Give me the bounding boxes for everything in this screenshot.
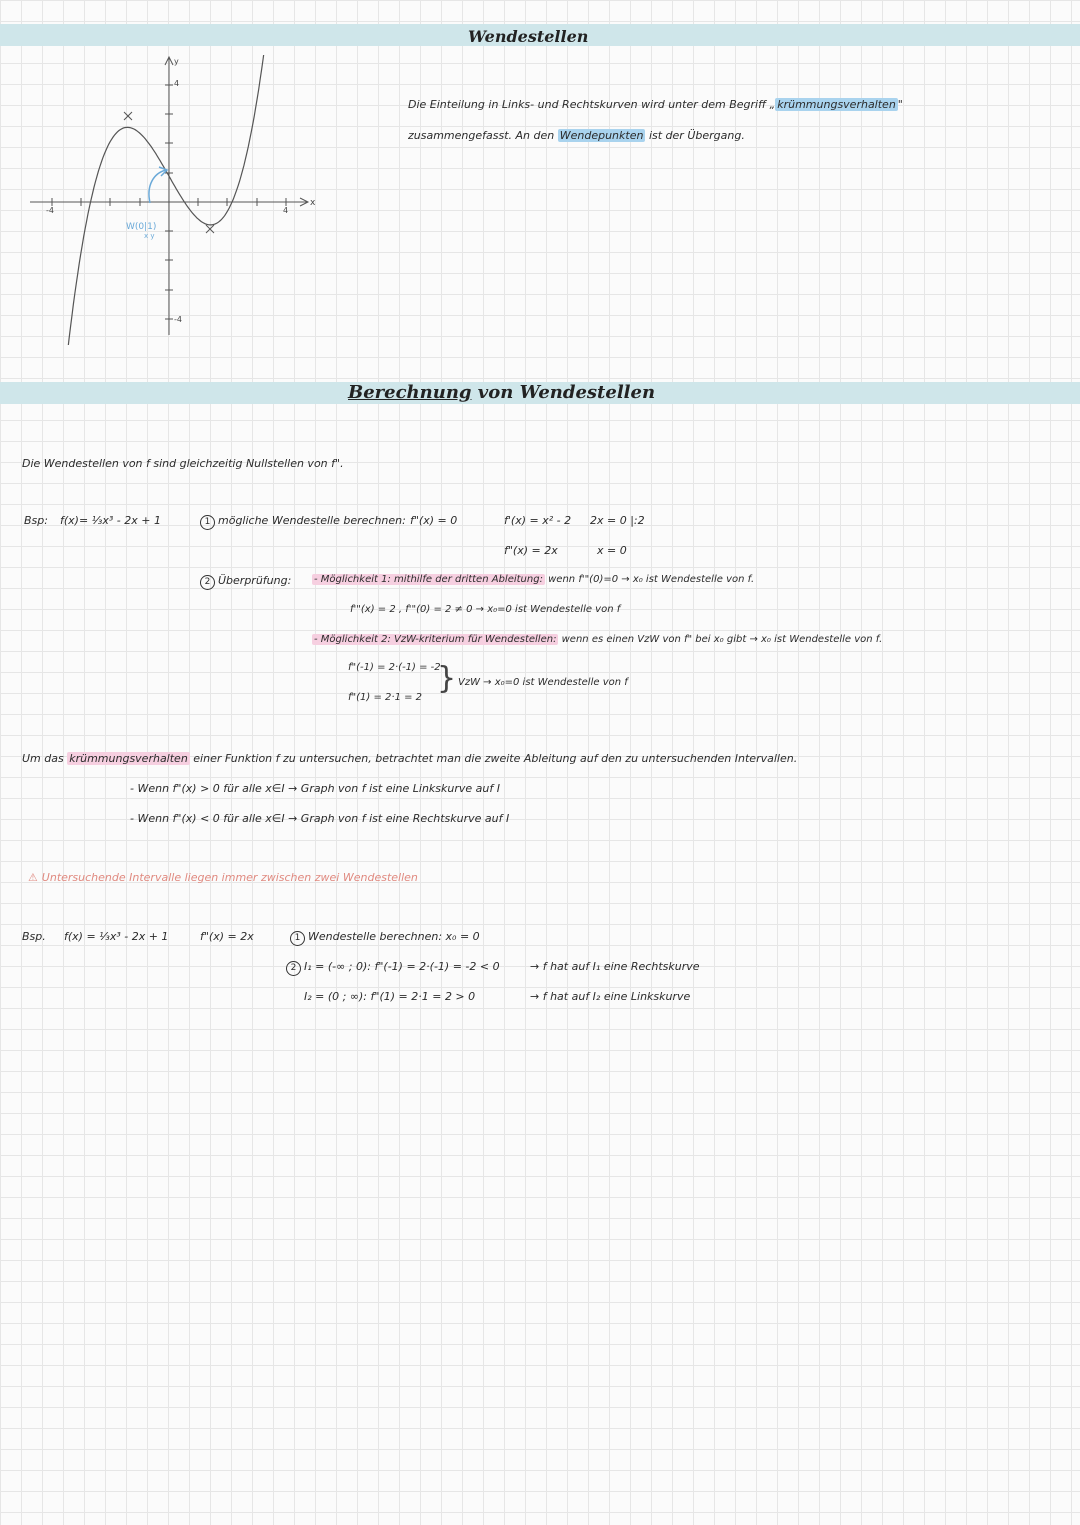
moeglichkeit-2-rest: wenn es einen VzW von f" bei x₀ gibt → x₀ ist Wendestelle von f.	[558, 634, 883, 645]
moeglichkeit-1-title: - Möglichkeit 1: mithilfe der dritten Ableitung:	[314, 574, 543, 585]
intro-line-1-end: "	[897, 98, 903, 111]
intro-line-1-text: Die Einteilung in Links- und Rechtskurven wird unter dem Begriff „	[408, 98, 776, 111]
moeglichkeit-2	[312, 634, 882, 645]
intro-line-2	[408, 129, 745, 142]
function-graph	[28, 55, 328, 345]
warning-note	[28, 871, 418, 884]
tick-y-bottom: -4	[174, 315, 182, 324]
curvature-intro	[22, 752, 797, 765]
interval1-result: → f hat auf I₁ eine Rechtskurve	[530, 960, 700, 973]
page-title: Wendestellen	[468, 27, 589, 46]
example2-function: f(x) = ⅓x³ - 2x + 1	[64, 930, 169, 943]
example1-step1-cond: f"(x) = 0	[410, 514, 458, 527]
tick-x-left: -4	[46, 206, 54, 215]
y-axis-label: y	[174, 57, 179, 66]
moeglichkeit-2-calc2: f"(1) = 2·1 = 2	[348, 692, 423, 703]
section-title-a: Berechnung	[348, 382, 472, 403]
section-title	[348, 382, 655, 403]
moeglichkeit-1-calc: f'"(x) = 2 , f'"(0) = 2 ≠ 0 → x₀=0 ist Wendestelle von f	[350, 604, 621, 615]
example2-interval2: I₂ = (0 ; ∞): f"(1) = 2·1 = 2 > 0	[304, 990, 476, 1003]
example2-interval1	[286, 960, 500, 976]
intro-line-2-end: ist der Übergang.	[645, 129, 745, 142]
highlight-wendepunkten: Wendepunkten	[559, 129, 644, 142]
function-curve	[65, 55, 277, 345]
curvature-intro-b: einer Funktion f zu untersuchen, betrachtet man die zweite Ableitung auf den zu untersuchenden Intervallen.	[189, 752, 798, 765]
curvature-intro-a: Um das	[22, 752, 68, 765]
rule-linkskurve: - Wenn f"(x) > 0 für alle x∈I → Graph von f ist eine Linkskurve auf I	[130, 782, 500, 795]
highlight-kruemmung: krümmungsverhalten	[69, 752, 188, 765]
example1-step2	[200, 574, 291, 590]
rule-rechtskurve: - Wenn f"(x) < 0 für alle x∈I → Graph von f ist eine Rechtskurve auf I	[130, 812, 510, 825]
example1-label: Bsp:	[24, 514, 48, 527]
moeglichkeit-2-result: VzW → x₀=0 ist Wendestelle von f	[458, 677, 628, 688]
example2-deriv2: f"(x) = 2x	[200, 930, 254, 943]
example1-solve2: x = 0	[597, 544, 627, 557]
moeglichkeit-2-title: - Möglichkeit 2: VzW-kriterium für Wendestellen:	[314, 634, 557, 645]
step2-text: Überprüfung:	[218, 574, 292, 587]
curly-brace: }	[437, 661, 457, 696]
example2-step1-number: 1	[290, 931, 305, 946]
x-axis-label: x	[310, 198, 316, 208]
warning-text: Untersuchende Intervalle liegen immer zwischen zwei Wendestellen	[41, 871, 418, 884]
warning-icon: ⚠	[28, 871, 38, 884]
example1-deriv1: f'(x) = x² - 2	[504, 514, 572, 527]
example2-label: Bsp.	[22, 930, 46, 943]
wendestellen-statement: Die Wendestellen von f sind gleichzeitig Nullstellen von f".	[22, 457, 344, 470]
tick-x-right: 4	[283, 206, 289, 215]
moeglichkeit-2-calc1: f"(-1) = 2·(-1) = -2	[348, 662, 441, 673]
example1-function: f(x)= ⅓x³ - 2x + 1	[60, 514, 161, 527]
interval1-calc: I₁ = (-∞ ; 0): f"(-1) = 2·(-1) = -2 < 0	[304, 960, 500, 973]
highlight-kruemmungsverhalten: krümmungsverhalten	[777, 98, 896, 111]
step1-text: mögliche Wendestelle berechnen:	[218, 514, 406, 527]
wendepunkt-arrow	[149, 170, 166, 203]
example1-step1	[200, 514, 406, 530]
example2-step1	[290, 930, 480, 946]
interval2-result: → f hat auf I₂ eine Linkskurve	[530, 990, 691, 1003]
section-title-b: von Wendestellen	[477, 382, 656, 403]
wendepunkt-sublabel: x y	[144, 232, 155, 240]
example2-step1-text: Wendestelle berechnen: x₀ = 0	[308, 930, 480, 943]
moeglichkeit-1-rest: wenn f'"(0)=0 → x₀ ist Wendestelle von f.	[544, 574, 755, 585]
step2-number: 2	[200, 575, 215, 590]
moeglichkeit-1	[312, 574, 754, 585]
tick-y-top: 4	[174, 79, 180, 88]
intro-line-1	[408, 98, 903, 111]
step1-number: 1	[200, 515, 215, 530]
example1-deriv2: f"(x) = 2x	[504, 544, 558, 557]
example2-step2-number: 2	[286, 961, 301, 976]
example1-solve1: 2x = 0 |:2	[590, 514, 645, 527]
intro-line-2-text: zusammengefasst. An den	[408, 129, 558, 142]
wendepunkt-label: W(0|1)	[126, 222, 157, 232]
